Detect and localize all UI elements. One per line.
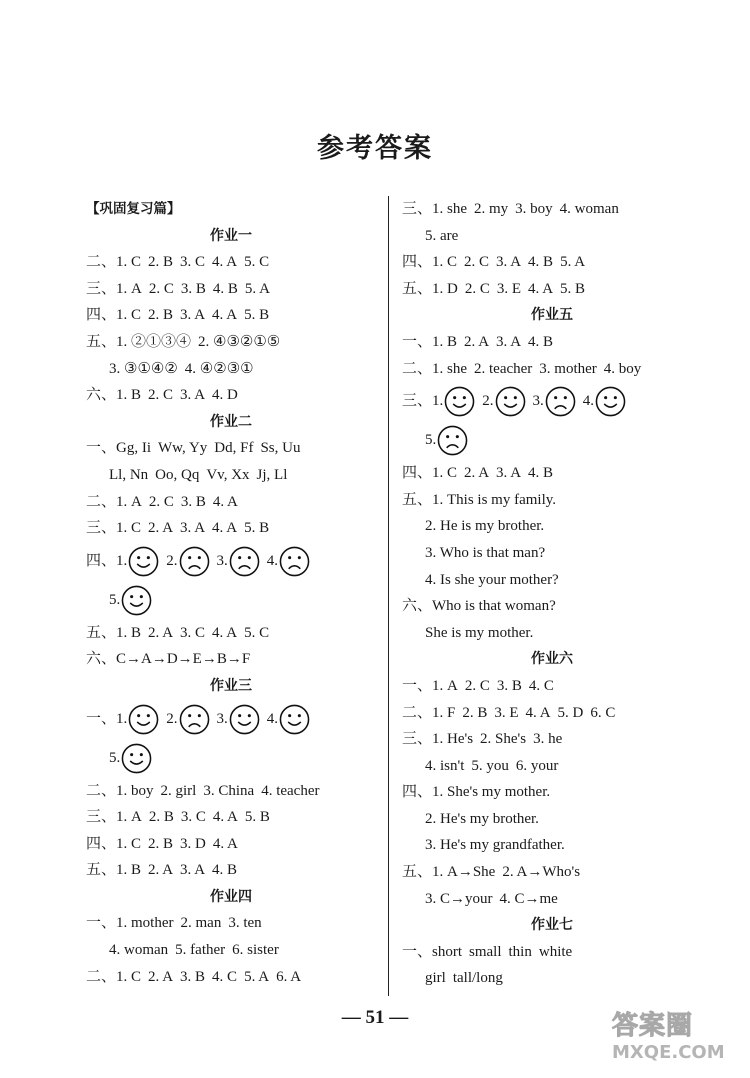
- answer-item: 5. you: [471, 757, 509, 774]
- answer-item: 五、1. B: [86, 624, 142, 641]
- answer-item: 2. B: [462, 704, 488, 721]
- face-answer-label: 2.: [166, 710, 178, 727]
- answer-line: [402, 673, 702, 700]
- face-answer-item: [425, 421, 475, 460]
- answer-item: 一、1. mother: [86, 915, 174, 932]
- answer-item: 4. B: [212, 280, 238, 297]
- answer-item: 六、1. B: [86, 387, 142, 404]
- answer-line: [86, 910, 376, 937]
- answer-line: [402, 779, 702, 806]
- answer-item: 6. your: [515, 757, 559, 774]
- answer-item: 3. China: [203, 782, 255, 799]
- answer-item: 3. he: [533, 731, 563, 748]
- answer-item: 4. A: [212, 520, 238, 537]
- answer-item: 3. C: [180, 809, 206, 826]
- smiley-face-icon: [279, 704, 310, 735]
- answer-item: Jj, Ll: [256, 466, 288, 483]
- answer-item: 3. B: [180, 280, 206, 297]
- answer-line: [402, 753, 702, 780]
- face-answer-label: 5.: [425, 432, 437, 449]
- face-answer-label: 四、1.: [86, 552, 128, 569]
- answer-item: 5. C: [244, 624, 270, 641]
- answer-item: 3. Who is that man?: [425, 544, 546, 561]
- answer-line: [402, 965, 702, 992]
- answer-item: 2. She's: [480, 731, 527, 748]
- answer-line: [86, 964, 376, 991]
- answer-item: 3. C→your: [425, 890, 493, 907]
- answer-item: 二、1. A: [86, 493, 142, 510]
- answer-item: 2. teacher: [474, 360, 533, 377]
- answer-item: 四、1. C: [402, 465, 458, 482]
- answer-item: 4. woman: [109, 942, 169, 959]
- answer-item: 3. B: [496, 677, 522, 694]
- page-title: 参考答案: [317, 133, 433, 164]
- face-answer-item: [583, 382, 633, 421]
- answer-item: 2. C: [464, 280, 490, 297]
- face-answer-label: 5.: [109, 591, 121, 608]
- face-answer-label: 4.: [266, 710, 279, 727]
- face-answer-item: [267, 700, 317, 739]
- answer-item: 五、1. B: [86, 862, 142, 879]
- answer-line: [86, 646, 376, 673]
- answer-item: 5. are: [425, 227, 459, 244]
- answer-line: [86, 778, 376, 805]
- answer-item: 2. A: [148, 968, 174, 985]
- answer-item: 4. A: [212, 307, 238, 324]
- answer-line: [86, 515, 376, 542]
- answer-line: [402, 356, 702, 383]
- answer-line: [402, 726, 702, 753]
- face-answer-label: 2.: [482, 393, 494, 410]
- answer-item: 2. He's my brother.: [425, 810, 539, 827]
- answer-line: [86, 620, 376, 647]
- answer-line: [86, 382, 376, 409]
- answer-line: [402, 196, 702, 223]
- face-answer-item: [217, 700, 267, 739]
- answer-item: 5. B: [244, 809, 270, 826]
- answer-item: 六、Who is that woman?: [402, 598, 556, 615]
- assignment-heading: 作业二: [210, 413, 252, 430]
- smiley-face-icon: [121, 585, 152, 616]
- answer-item: 5. D: [557, 704, 584, 721]
- answer-item: 3. D: [180, 835, 206, 852]
- answer-line: [402, 939, 702, 966]
- answer-item: 2. B: [148, 835, 174, 852]
- answer-item: 三、1. He's: [402, 731, 474, 748]
- answer-item: 3. B: [180, 493, 206, 510]
- answer-item: 2. B: [148, 307, 174, 324]
- answer-item: 2. C: [464, 254, 490, 271]
- answer-line: [402, 276, 702, 303]
- face-answer-item: [267, 542, 317, 581]
- answer-item: 一、1. B: [402, 333, 458, 350]
- answer-item: 5. father: [175, 942, 226, 959]
- face-answer-line: [86, 581, 376, 620]
- answer-item: 4. A: [212, 624, 238, 641]
- answer-item: 4. D: [212, 387, 238, 404]
- assignment-heading: 作业七: [531, 917, 573, 934]
- answer-item: 4. woman: [559, 201, 619, 217]
- face-answer-line: [86, 700, 376, 739]
- answer-line: [402, 806, 702, 833]
- answer-item: Oo, Qq: [155, 466, 200, 483]
- answer-item: 3. boy: [515, 201, 553, 217]
- sad-face-icon: [179, 704, 210, 735]
- answer-item: 五、1. D: [402, 280, 458, 297]
- answer-line: [86, 804, 376, 831]
- answer-line: [86, 302, 376, 329]
- answer-item: 4. B: [212, 862, 238, 879]
- answer-item: 6. C: [590, 704, 616, 721]
- smiley-face-icon: [444, 386, 475, 417]
- answer-item: 二、1. boy: [86, 782, 154, 799]
- answer-line: [86, 356, 376, 383]
- assignment-heading: 作业六: [531, 651, 573, 668]
- answer-column-left: [86, 196, 376, 990]
- answer-item: 2. ④③②①⑤: [198, 333, 281, 350]
- answer-item: 二、1. C: [86, 254, 142, 271]
- face-answer-line: [86, 739, 376, 778]
- section-title: 【巩固复习篇】: [86, 201, 181, 217]
- answer-column-right: [402, 196, 702, 992]
- answer-item: 3. mother: [539, 360, 597, 377]
- answer-item: 4. C: [528, 677, 554, 694]
- answer-item: 2. B: [148, 254, 174, 271]
- smiley-face-icon: [495, 386, 526, 417]
- answer-item: 四、1. She's my mother.: [402, 784, 551, 801]
- answer-item: 4. A: [525, 704, 551, 721]
- assignment-heading: 作业三: [210, 677, 252, 694]
- face-answer-item: [533, 382, 583, 421]
- face-answer-label: 2.: [166, 552, 178, 569]
- answer-item: 4. A: [212, 254, 238, 271]
- answer-item: 5. B: [244, 520, 270, 537]
- face-answer-label: 3.: [216, 552, 228, 569]
- answer-item: girl: [425, 970, 446, 987]
- answer-item: white: [538, 943, 573, 960]
- face-answer-label: 5.: [109, 749, 121, 766]
- answer-item: 2. man: [180, 915, 222, 932]
- answer-item: Ss, Uu: [260, 440, 301, 457]
- face-answer-item: [402, 382, 482, 421]
- face-answer-label: 3.: [532, 393, 544, 410]
- answer-item: 6. sister: [232, 942, 279, 959]
- face-answer-item: [109, 581, 159, 620]
- face-answer-label: 三、1.: [402, 393, 444, 410]
- answer-line: [86, 435, 376, 462]
- answer-line: [86, 329, 376, 356]
- answer-item: 4. C→me: [499, 890, 558, 907]
- answer-line: [402, 567, 702, 594]
- answer-item: tall/long: [452, 970, 503, 987]
- answer-item: 4. ④②③①: [184, 360, 254, 377]
- answer-item: 4. boy: [603, 360, 642, 377]
- answer-item: 3. A: [180, 520, 206, 537]
- face-answer-item: [109, 739, 159, 778]
- answer-item: 5. A: [244, 280, 270, 297]
- answer-item: 三、1. C: [86, 520, 142, 537]
- answer-item: 二、1. C: [86, 968, 142, 985]
- answer-item: Dd, Ff: [214, 440, 254, 457]
- answer-line: [86, 276, 376, 303]
- face-answer-item: [217, 542, 267, 581]
- answer-item: 3. A: [496, 333, 522, 350]
- answer-item: Vv, Xx: [206, 466, 250, 483]
- answer-item: 2. A: [464, 465, 490, 482]
- answer-item: thin: [508, 943, 532, 960]
- answer-item: 4. isn't: [425, 757, 465, 774]
- sad-face-icon: [279, 546, 310, 577]
- smiley-face-icon: [128, 546, 159, 577]
- answer-item: 二、1. she: [402, 360, 467, 377]
- sad-face-icon: [179, 546, 210, 577]
- smiley-face-icon: [229, 704, 260, 735]
- answer-item: 2. C: [148, 387, 174, 404]
- answer-item: 4. Is she your mother?: [425, 571, 559, 588]
- assignment-heading: 作业五: [531, 307, 573, 324]
- column-divider: [388, 196, 389, 996]
- page-number: — 51 —: [341, 1007, 409, 1028]
- face-answer-line: [86, 542, 376, 581]
- answer-item: 3. A: [180, 862, 206, 879]
- face-answer-line: [402, 382, 702, 421]
- answer-item: 2. A: [148, 624, 174, 641]
- answer-item: 3. He's my grandfather.: [425, 837, 565, 854]
- answer-item: 5. A: [560, 254, 586, 271]
- answer-item: 三、1. she: [402, 201, 467, 217]
- answer-line: [86, 831, 376, 858]
- answer-item: She is my mother.: [425, 624, 534, 641]
- answer-item: 3. ten: [228, 915, 262, 932]
- answer-line: [402, 540, 702, 567]
- face-answer-item: [86, 700, 166, 739]
- answer-item: Ww, Yy: [158, 440, 208, 457]
- smiley-face-icon: [121, 743, 152, 774]
- answer-item: 2. C: [464, 677, 490, 694]
- answer-item: 2. A: [464, 333, 490, 350]
- answer-item: 2. C: [148, 493, 174, 510]
- face-answer-label: 4.: [582, 393, 595, 410]
- face-answer-item: [166, 542, 216, 581]
- answer-item: 2. He is my brother.: [425, 518, 545, 535]
- answer-item: 2. girl: [160, 782, 197, 799]
- face-answer-label: 4.: [266, 552, 279, 569]
- assignment-heading: 作业一: [210, 227, 252, 244]
- answer-item: 四、1. C: [86, 307, 142, 324]
- answer-item: 四、1. C: [402, 254, 458, 271]
- answer-item: Ll, Nn: [109, 466, 149, 483]
- answer-line: [86, 249, 376, 276]
- watermark-url: MXQE.COM: [612, 1042, 725, 1063]
- answer-item: 4. A: [212, 809, 238, 826]
- answer-item: 2. C: [148, 280, 174, 297]
- answer-item: 2. A→Who's: [502, 864, 581, 881]
- answer-item: 4. A: [528, 280, 554, 297]
- answer-item: 五、1. A→She: [402, 864, 496, 881]
- answer-item: 二、1. F: [402, 704, 456, 721]
- assignment-heading: 作业四: [210, 888, 252, 905]
- answer-line: [402, 859, 702, 886]
- answer-item: 3. A: [180, 387, 206, 404]
- answer-item: 3. C: [180, 624, 206, 641]
- answer-line: [402, 223, 702, 250]
- answer-line: [86, 489, 376, 516]
- answer-item: 4. B: [528, 254, 554, 271]
- face-answer-item: [166, 700, 216, 739]
- answer-item: 2. my: [474, 201, 509, 217]
- watermark-text: 答案圈: [612, 1011, 694, 1041]
- answer-line: [86, 462, 376, 489]
- answer-item: 三、1. A: [86, 809, 142, 826]
- answer-line: [402, 832, 702, 859]
- face-answer-label: 一、1.: [86, 710, 128, 727]
- answer-line: [402, 460, 702, 487]
- answer-item: 2. B: [148, 809, 174, 826]
- answer-item: 4. A: [212, 493, 238, 510]
- answer-line: [402, 513, 702, 540]
- face-answer-line: [402, 421, 702, 460]
- answer-item: small: [469, 943, 502, 960]
- answer-line: [86, 937, 376, 964]
- answer-item: 3. A: [180, 307, 206, 324]
- answer-line: [402, 487, 702, 514]
- answer-item: 五、1. This is my family.: [402, 491, 557, 508]
- face-answer-label: 3.: [216, 710, 228, 727]
- answer-item: 3. E: [494, 704, 519, 721]
- answer-item: 3. C: [180, 254, 206, 271]
- smiley-face-icon: [595, 386, 626, 417]
- answer-item: 3. ③①④②: [109, 360, 178, 377]
- answer-item: 五、1. ②①③④: [86, 333, 192, 350]
- answer-item: 5. B: [244, 307, 270, 324]
- answer-line: [86, 857, 376, 884]
- answer-item: 4. B: [528, 333, 554, 350]
- answer-item: 4. A: [212, 835, 238, 852]
- answer-item: 2. A: [148, 862, 174, 879]
- sad-face-icon: [437, 425, 468, 456]
- answer-item: 一、Gg, Ii: [86, 440, 151, 457]
- answer-item: 4. C: [212, 968, 238, 985]
- sad-face-icon: [545, 386, 576, 417]
- face-answer-item: [482, 382, 532, 421]
- answer-item: 4. teacher: [261, 782, 320, 799]
- answer-item: 一、short: [402, 943, 463, 960]
- answer-item: 5. B: [560, 280, 586, 297]
- answer-item: 2. A: [148, 520, 174, 537]
- answer-item: 三、1. A: [86, 280, 142, 297]
- answer-item: 四、1. C: [86, 835, 142, 852]
- answer-line: [402, 249, 702, 276]
- answer-item: 5. A: [244, 968, 270, 985]
- answer-item: 6. A: [276, 968, 302, 985]
- answer-item: 3. B: [180, 968, 206, 985]
- answer-item: 3. A: [496, 465, 522, 482]
- smiley-face-icon: [128, 704, 159, 735]
- answer-line: [402, 620, 702, 647]
- answer-line: [402, 700, 702, 727]
- watermark-logo: [612, 1010, 744, 1070]
- face-answer-item: [86, 542, 166, 581]
- answer-line: [402, 593, 702, 620]
- answer-item: 3. E: [496, 280, 522, 297]
- answer-line: [402, 329, 702, 356]
- answer-item: 一、1. A: [402, 677, 458, 694]
- answer-item: 5. C: [244, 254, 270, 271]
- sad-face-icon: [229, 546, 260, 577]
- answer-item: 3. A: [496, 254, 522, 271]
- answer-item: 六、C→A→D→E→B→F: [86, 651, 251, 668]
- answer-item: 4. B: [528, 465, 554, 482]
- answer-line: [402, 886, 702, 913]
